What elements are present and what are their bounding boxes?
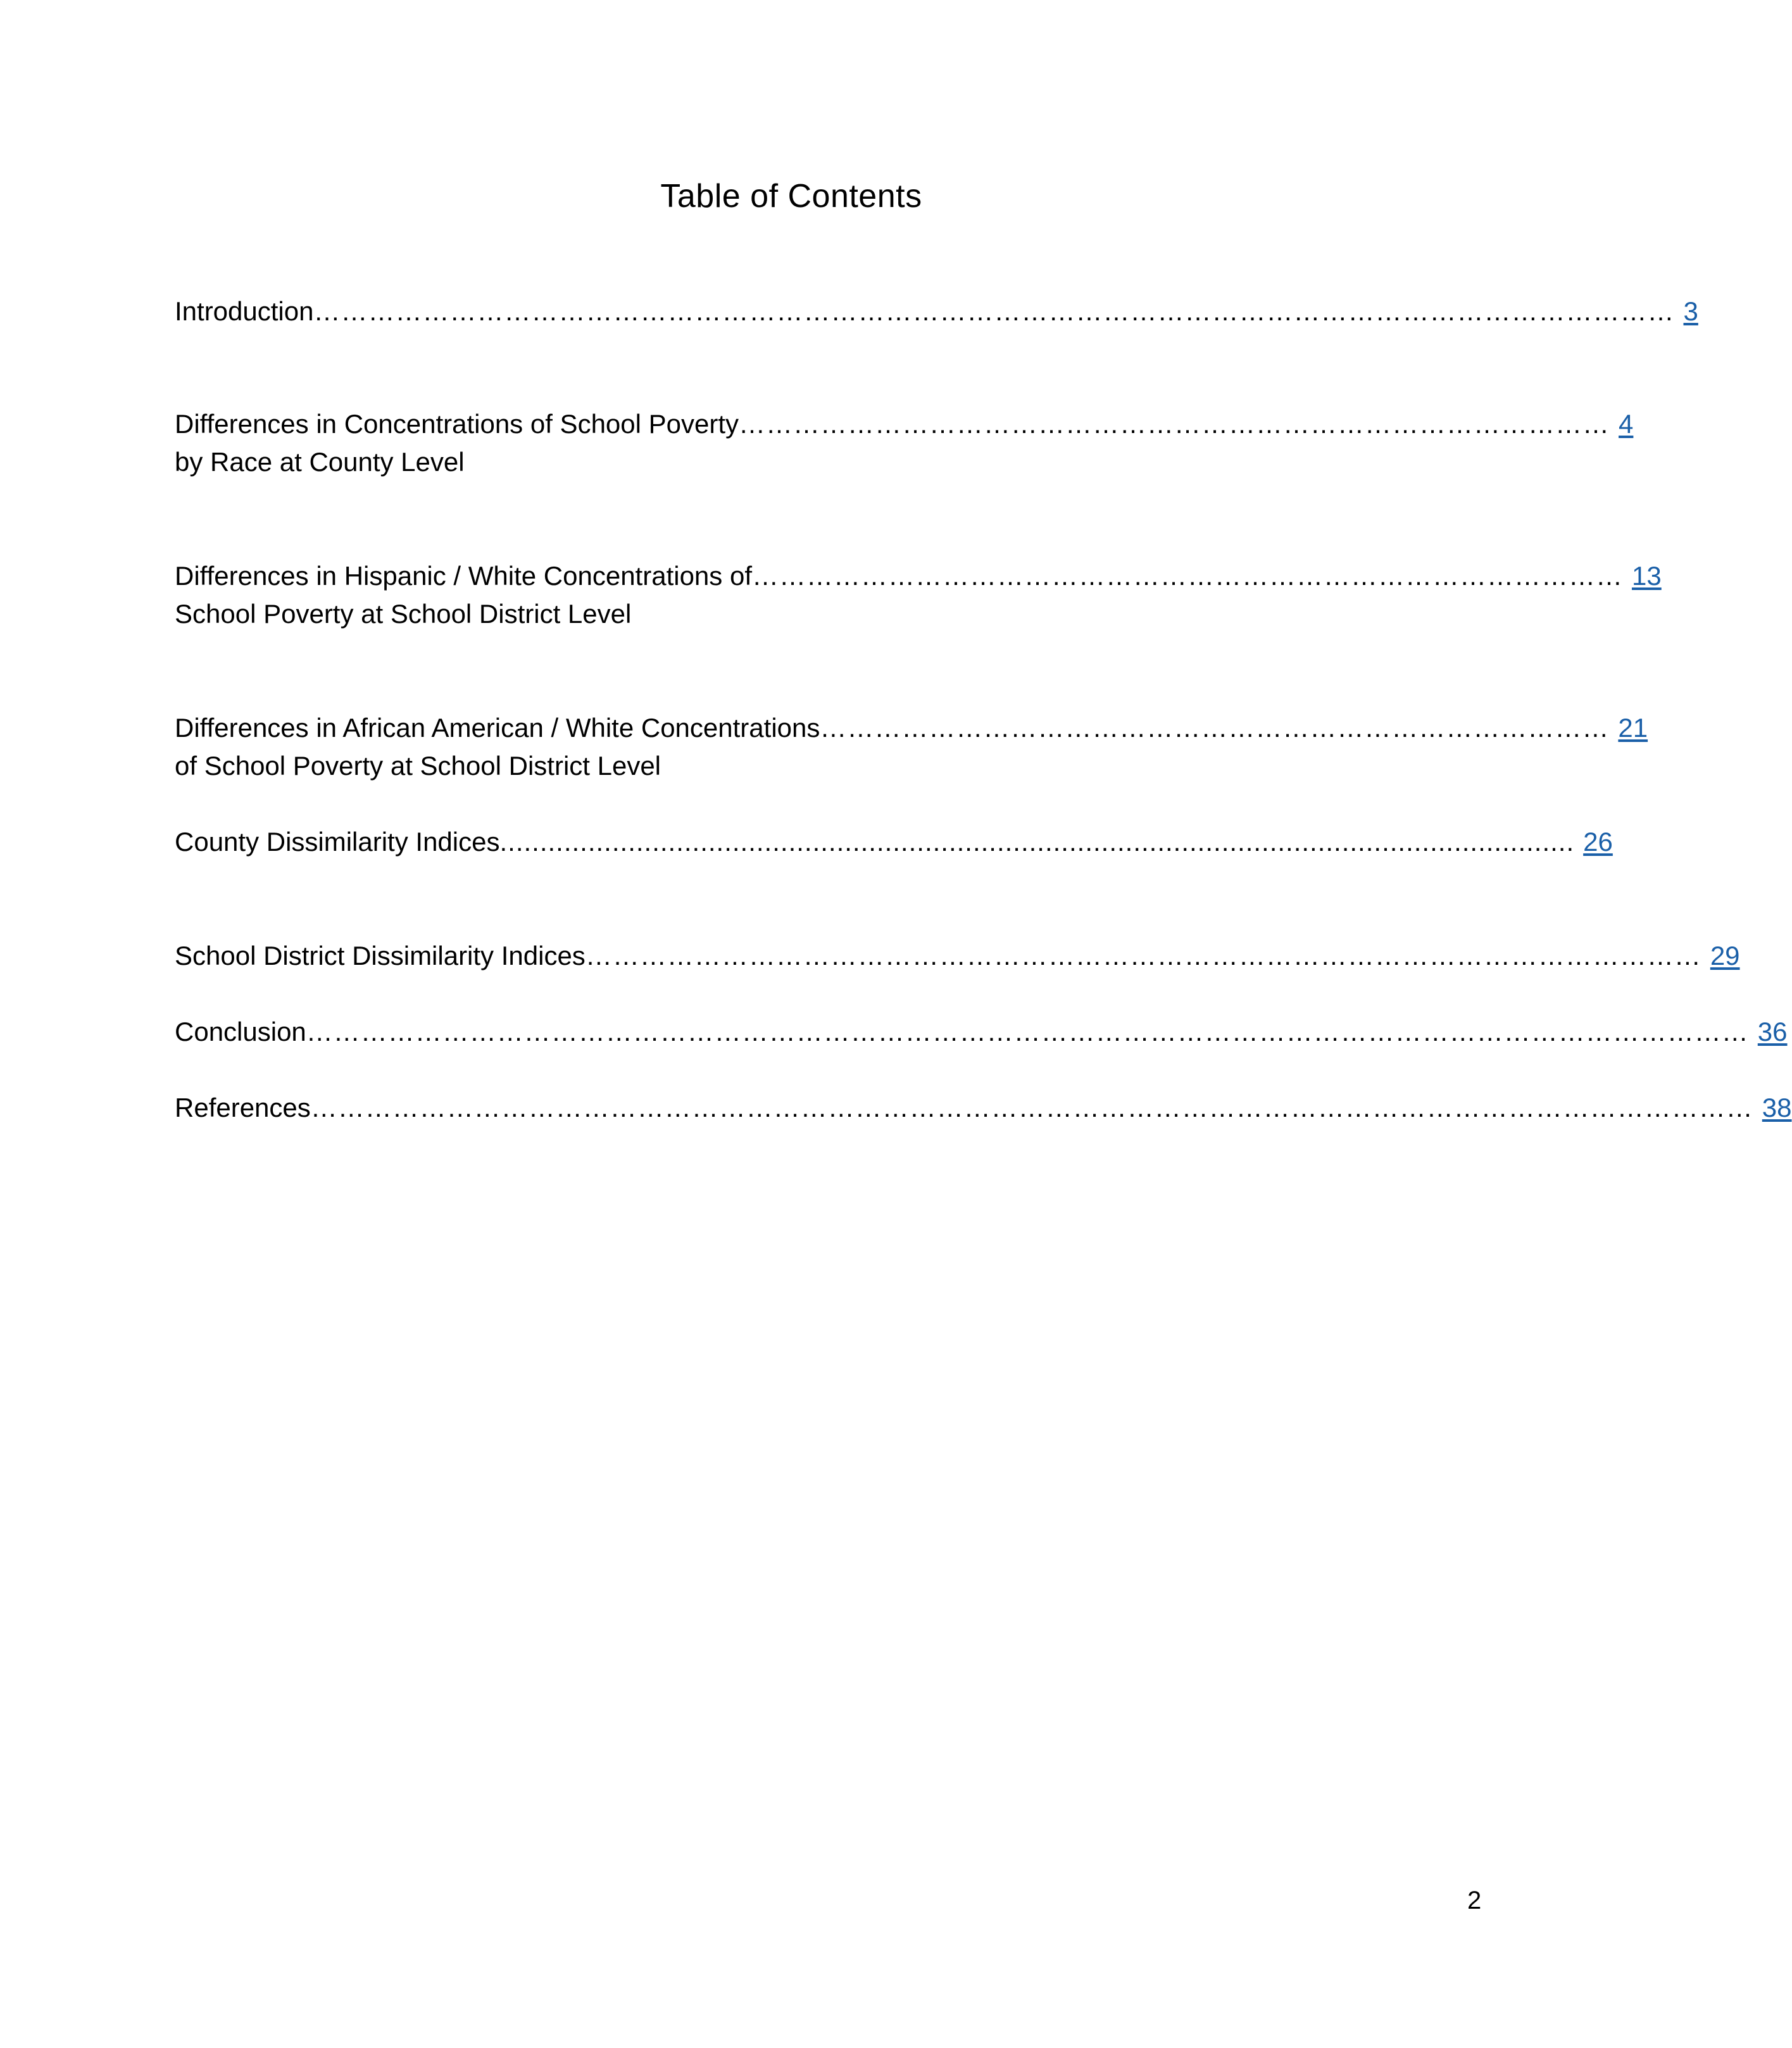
- toc-dot-leader: ......................................................................................................................................: [499, 827, 1575, 857]
- toc-entry-title: References: [175, 1093, 311, 1122]
- toc-entry-title: Differences in Concentrations of School Poverty: [175, 409, 739, 439]
- toc-entry-title-continuation: by Race at County Level: [175, 447, 465, 477]
- toc-entry-hispanic-white: [175, 557, 1662, 633]
- page-number: 2: [1467, 1887, 1482, 1914]
- toc-dot-leader: ……………………………………………………………………………………: [751, 561, 1623, 591]
- toc-entry-school-district-dissimilarity: [175, 937, 1740, 975]
- toc-entry-title: Differences in African American / White Concentrations: [175, 713, 820, 743]
- toc-entry-african-american-white: [175, 709, 1648, 785]
- toc-entry-title-continuation: of School Poverty at School District Level: [175, 751, 661, 781]
- toc-line: [175, 937, 1740, 975]
- toc-dot-leader: ……………………………………………………………………………………………………………………………………………: [306, 1017, 1749, 1046]
- toc-entry-title: Differences in Hispanic / White Concentrations of: [175, 561, 752, 591]
- toc-entry-title: Conclusion: [175, 1017, 306, 1046]
- toc-entry-title: School District Dissimilarity Indices: [175, 941, 586, 971]
- toc-page-link[interactable]: 38: [1762, 1093, 1792, 1122]
- page-title: Table of Contents: [660, 178, 922, 215]
- toc-dot-leader: ……………………………………………………………………………………………………………: [585, 941, 1701, 971]
- toc-page-link[interactable]: 21: [1618, 713, 1648, 743]
- toc-dot-leader: ……………………………………………………………………………: [820, 713, 1610, 743]
- toc-entry-title: County Dissimilarity Indices: [175, 827, 500, 857]
- toc-line: [175, 823, 1613, 861]
- toc-line: [175, 292, 1698, 330]
- toc-line: [175, 1089, 1792, 1127]
- toc-dot-leader: ……………………………………………………………………………………………………………………………………: [313, 296, 1675, 326]
- toc-page-link[interactable]: 13: [1631, 561, 1662, 591]
- toc-entry-title-continuation: School Poverty at School District Level: [175, 599, 632, 629]
- toc-page-link[interactable]: 36: [1757, 1017, 1788, 1046]
- toc-page-link[interactable]: 4: [1619, 409, 1634, 439]
- toc-line: [175, 557, 1662, 595]
- toc-line: [175, 405, 1634, 443]
- toc-page-link[interactable]: 3: [1683, 296, 1698, 326]
- toc-line: [175, 709, 1648, 747]
- toc-page-link[interactable]: 29: [1710, 941, 1740, 971]
- toc-page-link[interactable]: 26: [1583, 827, 1613, 857]
- toc-dot-leader: ……………………………………………………………………………………………………………………………………………: [310, 1093, 1753, 1122]
- toc-entry-conclusion: [175, 1013, 1788, 1051]
- toc-entry-title: Introduction: [175, 296, 314, 326]
- toc-line: [175, 1013, 1788, 1051]
- toc-entry-county-dissimilarity: [175, 823, 1613, 861]
- toc-entry-introduction: [175, 292, 1698, 330]
- toc-entry-county-poverty: [175, 405, 1634, 481]
- toc-dot-leader: ……………………………………………………………………………………: [739, 409, 1610, 439]
- toc-entry-references: [175, 1089, 1792, 1127]
